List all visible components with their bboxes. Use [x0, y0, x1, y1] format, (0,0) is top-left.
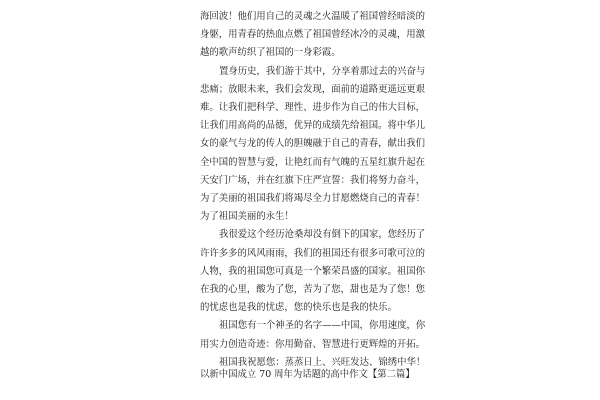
text-line: 天安门广场，并在红旗下庄严宣誓：我们将努力奋斗， [200, 174, 426, 186]
text-line: 难。让我们把科学、理性、进步作为自己的伟大目标， [200, 102, 426, 114]
text-line: 越的歌声纺织了祖国的一身彩霞。 [200, 47, 341, 59]
text-line: 海回波！他们用自己的灵魂之火温暖了祖国曾经暗淡的 [200, 11, 426, 22]
text-line: 为了美丽的祖国我们将竭尽全力甘愿燃烧自己的青春！ [200, 193, 426, 205]
section-heading: 以新中国成立 70 周年为话题的高中作文【第二篇】 [200, 369, 415, 380]
text-line: 悲痛；放眼未来，我们会发现，面前的道路更遥远更艰 [200, 83, 426, 95]
text-line: 女的豪气与龙的传人的胆魄融于自己的青春，献出我们 [200, 138, 426, 150]
text-line: 身躯，用青春的热血点燃了祖国曾经冰冷的灵魂，用激 [200, 29, 426, 41]
text-line: 用实力创造奇迹：你用勤奋、智慧进行更辉煌的开拓。 [200, 338, 426, 350]
paragraph-start-line: 祖国我祝愿您：蒸蒸日上、兴旺发达、锦绣中华！ [219, 356, 426, 368]
text-line: 全中国的智慧与爱，让艳红而有气魄的五星红旗升起在 [200, 156, 426, 168]
paragraph-start-line: 我很爱这个经历沧桑却没有倒下的国家，您经历了 [219, 229, 426, 241]
text-line: 许许多多的风风雨雨，我们的祖国还有很多可歌可泣的 [200, 247, 426, 259]
paragraph-start-line: 祖国您有一个神圣的名字——中国，你用速度，你 [219, 320, 426, 332]
text-line: 人物，我的祖国您可真是一个繁荣昌盛的国家。祖国你 [200, 265, 426, 277]
text-line: 让我们用高尚的品德，优异的成绩先给祖国。将中华儿 [200, 120, 426, 132]
text-line: 的忧虑也是我的忧虑，您的快乐也是我的快乐。 [200, 302, 397, 314]
text-line: 在我的心里，酸为了您，苦为了您，甜也是为了您！您 [200, 284, 426, 296]
paragraph-start-line: 置身历史，我们游于其中，分享着那过去的兴奋与 [219, 65, 426, 77]
text-line: 为了祖国美丽的永生！ [200, 211, 294, 223]
essay-body [200, 8, 426, 372]
